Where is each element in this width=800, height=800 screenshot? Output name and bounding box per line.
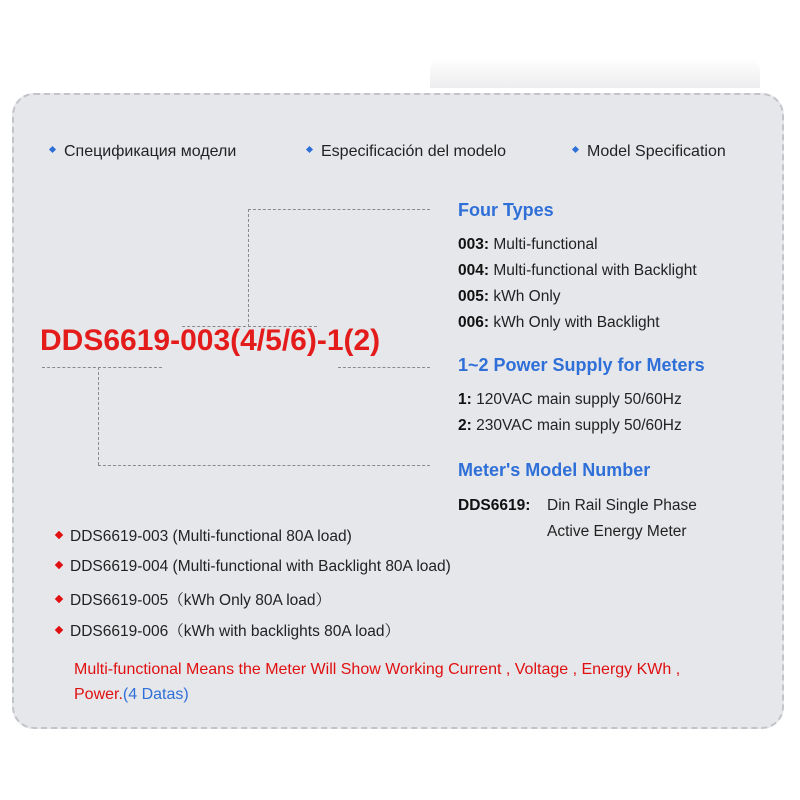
lang-spanish xyxy=(307,143,506,161)
diamond-bullet-icon xyxy=(55,531,63,539)
power-item: 2: 230VAC main supply 50/60Hz xyxy=(458,417,682,434)
lang-label: Model Specification xyxy=(587,143,726,160)
model-number-desc-1: Din Rail Single Phase xyxy=(547,497,697,514)
connector-line xyxy=(338,367,430,368)
power-supply-title: 1~2 Power Supply for Meters xyxy=(458,355,705,375)
connector-line xyxy=(248,209,249,327)
connector-line xyxy=(248,209,430,210)
diamond-bullet-icon xyxy=(55,626,63,634)
power-item: 1: 120VAC main supply 50/60Hz xyxy=(458,391,682,408)
connector-line xyxy=(98,367,99,465)
variant-item: DDS6619-006（kWh with backlights 80A load） xyxy=(56,619,400,641)
lang-label: Спецификация модели xyxy=(64,143,237,160)
type-item: 005: kWh Only xyxy=(458,288,561,305)
type-item: 003: Multi-functional xyxy=(458,236,598,253)
lang-russian xyxy=(50,143,236,161)
diamond-bullet-icon xyxy=(306,146,313,153)
decorative-shadow xyxy=(430,58,760,88)
variant-item: DDS6619-005（kWh Only 80A load） xyxy=(56,588,331,610)
connector-line xyxy=(98,465,430,466)
diamond-bullet-icon xyxy=(55,595,63,603)
four-types-title: Four Types xyxy=(458,200,554,220)
type-item: 004: Multi-functional with Backlight xyxy=(458,262,697,279)
variant-item: DDS6619-004 (Multi-functional with Backlight 80A load) xyxy=(56,558,451,576)
diamond-bullet-icon xyxy=(49,146,56,153)
model-number-code: DDS6619: xyxy=(458,497,531,514)
model-number-title: Meter's Model Number xyxy=(458,460,651,480)
model-number-desc-2: Active Energy Meter xyxy=(547,523,687,540)
diamond-bullet-icon xyxy=(572,146,579,153)
model-code: DDS6619-003(4/5/6)-1(2) xyxy=(40,324,381,357)
connector-line xyxy=(42,367,162,368)
lang-english xyxy=(573,143,726,161)
diamond-bullet-icon xyxy=(55,561,63,569)
note-line-1: Multi-functional Means the Meter Will Show Working Current , Voltage , Energy KWh , xyxy=(74,661,681,678)
lang-label: Especificación del modelo xyxy=(321,143,506,160)
type-item: 006: kWh Only with Backlight xyxy=(458,314,660,331)
note-line-2: Power.(4 Datas) xyxy=(74,686,189,703)
variant-item: DDS6619-003 (Multi-functional 80A load) xyxy=(56,528,352,546)
